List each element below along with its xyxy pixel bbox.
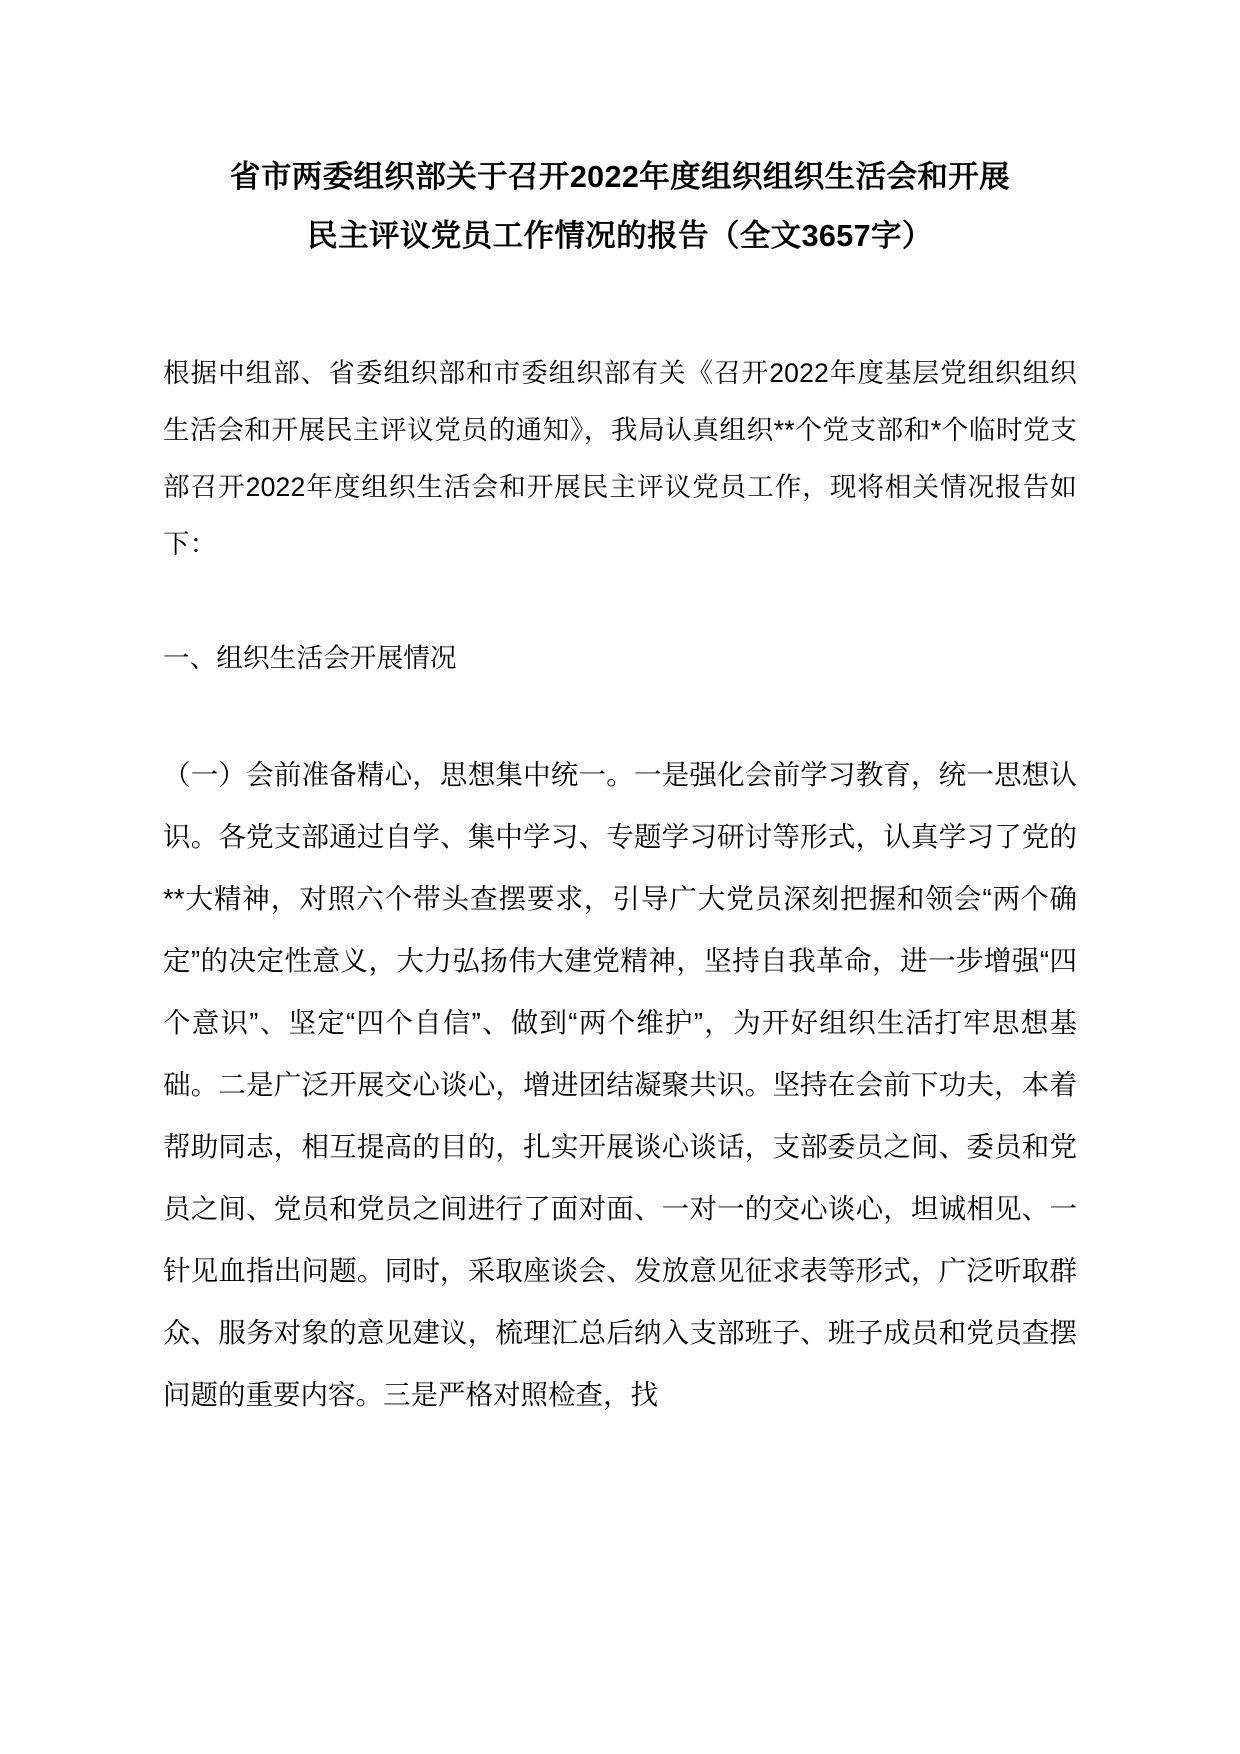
section-one-item-one-paragraph: （一）会前准备精心，思想集中统一。一是强化会前学习教育，统一思想认识。各党支部通过自学、集中学习、专题学习研讨等形式，认真学习了党的**大精神，对照六个带头查摆要求，引导广大党员深刻把握和领会“两个确定”的决定性意义，大力弘扬伟大建党精神，坚持自我革命，进一步增强“四个意识”、坚定“四个自信”、做到“两个维护”，为开好组织生活打牢思想基础。二是广泛开展交心谈心，增进团结凝聚共识。坚持在会前下功夫，本着帮助同志，相互提高的目的，扎实开展谈心谈话，支部委员之间、委员和党员之间、党员和党员之间进行了面对面、一对一的交心谈心，坦诚相见、一针见血指出问题。同时，采取座谈会、发放意见征求表等形式，广泛听取群众、服务对象的意见建议，梳理汇总后纳入支部班子、班子成员和党员查摆问题的重要内容。三是严格对照检查，找 [163, 758, 1077, 1410]
page-title [163, 148, 1077, 267]
paragraph-gap-2 [163, 687, 1077, 744]
intro-paragraph: 根据中组部、省委组织部和市委组织部有关《召开2022年度基层党组织组织生活会和开展民主评议党员的通知》，我局认真组织**个党支部和*个临时党支部召开2022年度组织生活会和开展民主评议党员工作，现将相关情况报告如下： [163, 357, 1077, 559]
section-heading-one: 一、组织生活会开展情况 [163, 642, 457, 673]
title-body-spacer [163, 267, 1077, 345]
page-title-line-2: 民主评议党员工作情况的报告（全文3657字） [307, 219, 933, 254]
page-title-line-1: 省市两委组织部关于召开2022年度组织组织生活会和开展 [229, 160, 1011, 194]
paragraph-gap-1 [163, 573, 1077, 630]
